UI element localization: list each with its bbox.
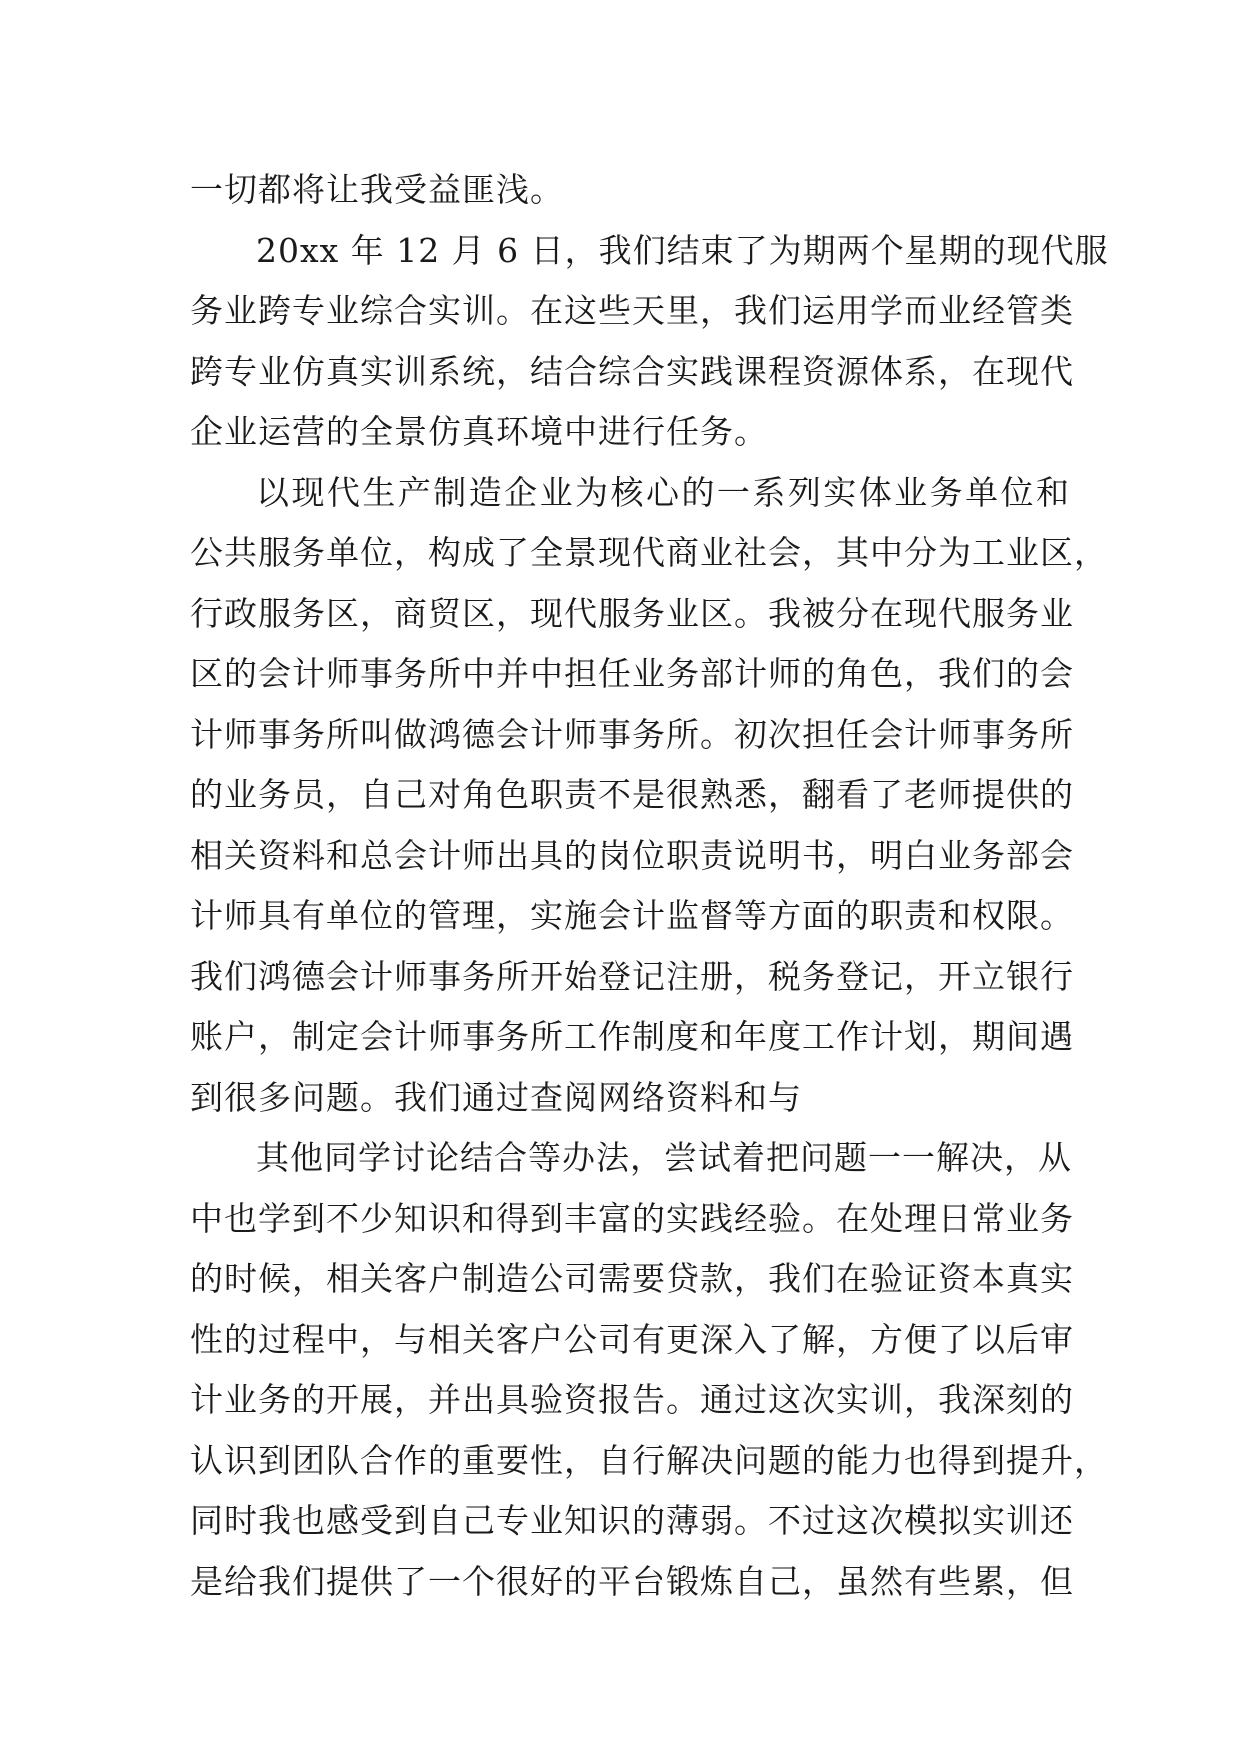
text-line: 认识到团队合作的重要性，自行解决问题的能力也得到提升， [190, 1440, 1108, 1480]
body-text [190, 160, 1109, 1612]
text-line: 的时候，相关客户制造公司需要贷款，我们在验证资本真实 [190, 1259, 1074, 1298]
text-line: 以现代生产制造企业为核心的一系列实体业务单位和 [256, 472, 1070, 512]
text-line: 区的会计师事务所中并中担任业务部计师的角色，我们的会 [190, 654, 1074, 693]
text-line: 中也学到不少知识和得到丰富的实践经验。在处理日常业务 [190, 1198, 1074, 1238]
text-line: 账户，制定会计师事务所工作制度和年度工作计划，期间遇 [190, 1017, 1074, 1056]
text-line: 一切都将让我受益匪浅。 [190, 170, 564, 209]
text-line: 同时我也感受到自己专业知识的薄弱。不过这次模拟实训还 [190, 1501, 1074, 1540]
paragraph [190, 160, 1070, 221]
text-line: 计师具有单位的管理，实施会计监督等方面的职责和权限。 [190, 896, 1074, 935]
text-line: 20xx 年 12 月 6 日，我们结束了为期两个星期的现代服 [256, 230, 1109, 270]
text-line: 我们鸿德会计师事务所开始登记注册，税务登记，开立银行 [190, 956, 1074, 996]
text-line: 企业运营的全景仿真环境中进行任务。 [190, 412, 768, 451]
text-line: 相关资料和总会计师出具的岗位职责说明书，明白业务部会 [190, 835, 1074, 875]
text-line: 务业跨专业综合实训。在这些天里，我们运用学而业经管类 [190, 291, 1074, 330]
text-line: 行政服务区，商贸区，现代服务业区。我被分在现代服务业 [190, 593, 1074, 633]
text-line: 其他同学讨论结合等办法，尝试着把问题一一解决，从 [256, 1138, 1072, 1177]
paragraph [190, 221, 1109, 463]
text-line: 性的过程中，与相关客户公司有更深入了解，方便了以后审 [190, 1319, 1074, 1359]
paragraph [190, 463, 1108, 1129]
text-line: 到很多问题。我们通过查阅网络资料和与 [190, 1077, 802, 1117]
text-line: 是给我们提供了一个很好的平台锻炼自己，虽然有些累，但 [190, 1561, 1074, 1601]
text-line: 公共服务单位，构成了全景现代商业社会，其中分为工业区， [190, 533, 1108, 572]
text-line: 计业务的开展，并出具验资报告。通过这次实训，我深刻的 [190, 1380, 1074, 1419]
text-line: 的业务员，自己对角色职责不是很熟悉，翻看了老师提供的 [190, 775, 1074, 814]
paragraph [190, 1128, 1108, 1612]
text-line: 计师事务所叫做鸿德会计师事务所。初次担任会计师事务所 [190, 714, 1074, 754]
text-line: 跨专业仿真实训系统，结合综合实践课程资源体系，在现代 [190, 351, 1074, 391]
